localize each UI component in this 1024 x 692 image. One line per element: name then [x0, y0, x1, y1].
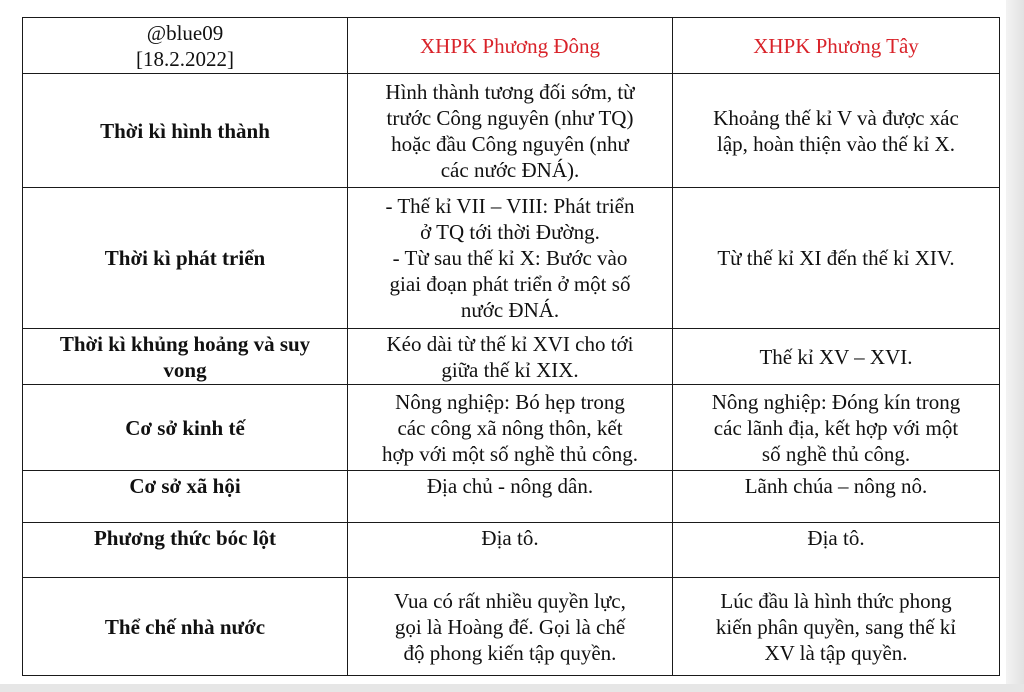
cell-west — [673, 74, 1000, 188]
cell-west — [673, 329, 1000, 385]
cell-line: Từ thế kỉ XI đến thế kỉ XIV. — [717, 246, 955, 270]
row-label-line: Thời kì khủng hoảng và suy — [59, 331, 311, 356]
column-header-east: XHPK Phương Đông — [348, 18, 673, 74]
cell-west — [673, 523, 1000, 578]
cell-west — [673, 578, 1000, 676]
cell-line: Thế kỉ XV – XVI. — [759, 344, 913, 369]
cell-line: Địa tô. — [807, 526, 865, 550]
cell-line: ở TQ tới thời Đường. — [420, 220, 600, 244]
cell-east — [348, 188, 673, 329]
cell-line: XV là tập quyền. — [764, 640, 908, 665]
cell-line: Lãnh chúa – nông nô. — [744, 474, 928, 498]
cell-east — [348, 329, 673, 385]
cell-line: Địa tô. — [481, 526, 539, 550]
row-label — [23, 329, 348, 385]
cell-line: Nông nghiệp: Đóng kín trong — [711, 389, 961, 414]
cell-line: - Từ sau thế kỉ X: Bước vào — [392, 246, 628, 270]
row-label: Thời kì hình thành — [23, 74, 348, 188]
cell-line: Kéo dài từ thế kỉ XVI cho tới — [386, 331, 634, 356]
row-label-line: vong — [163, 357, 207, 382]
cell-line: trước Công nguyên (như TQ) — [386, 105, 634, 130]
author-handle: @blue09 — [146, 20, 224, 45]
cell-line: hoặc đầu Công nguyên (như — [391, 131, 629, 156]
cell-line: số nghề thủ công. — [761, 441, 911, 466]
cell-line: Hình thành tương đối sớm, từ — [385, 79, 635, 104]
header-row — [23, 18, 1000, 74]
cell-line: nước ĐNÁ. — [460, 298, 560, 322]
table-row — [23, 471, 1000, 523]
cell-line: Khoảng thế kỉ V và được xác — [713, 105, 959, 130]
page-edge-bottom — [0, 684, 1024, 692]
cell-east — [348, 523, 673, 578]
cell-line: Lúc đầu là hình thức phong — [720, 588, 952, 613]
column-header-west: XHPK Phương Tây — [673, 18, 1000, 74]
cell-line: Vua có rất nhiều quyền lực, — [394, 588, 626, 613]
credit-cell — [23, 18, 348, 74]
cell-line: lập, hoàn thiện vào thế kỉ X. — [717, 131, 955, 156]
table-row — [23, 385, 1000, 471]
cell-line: gọi là Hoàng đế. Gọi là chế — [394, 614, 626, 639]
cell-line: - Thế kỉ VII – VIII: Phát triển — [385, 194, 635, 218]
cell-line: các lãnh địa, kết hợp với một — [713, 415, 959, 440]
cell-line: Nông nghiệp: Bó hẹp trong — [395, 389, 625, 414]
row-label: Thể chế nhà nước — [23, 578, 348, 676]
table-row — [23, 188, 1000, 329]
cell-west — [673, 385, 1000, 471]
row-label: Cơ sở kinh tế — [23, 385, 348, 471]
row-label: Phương thức bóc lột — [23, 523, 348, 578]
cell-line: các nước ĐNÁ). — [440, 157, 580, 182]
table-row — [23, 578, 1000, 676]
cell-east — [348, 578, 673, 676]
table-row — [23, 523, 1000, 578]
cell-line: Địa chủ - nông dân. — [426, 474, 594, 498]
page-edge-right — [1006, 0, 1024, 692]
cell-west — [673, 471, 1000, 523]
cell-line: độ phong kiến tập quyền. — [403, 640, 617, 665]
row-label: Cơ sở xã hội — [23, 471, 348, 523]
cell-line: giữa thế kỉ XIX. — [441, 357, 579, 382]
cell-east — [348, 471, 673, 523]
table-row — [23, 74, 1000, 188]
cell-line: các công xã nông thôn, kết — [397, 415, 623, 440]
comparison-table — [22, 17, 1000, 676]
cell-line: hợp với một số nghề thủ công. — [381, 441, 639, 466]
cell-line: giai đoạn phát triển ở một số — [389, 272, 631, 296]
cell-line: kiến phân quyền, sang thế kỉ — [715, 614, 957, 639]
cell-east — [348, 385, 673, 471]
row-label: Thời kì phát triển — [23, 188, 348, 329]
table-row — [23, 329, 1000, 385]
cell-east — [348, 74, 673, 188]
publish-date: [18.2.2022] — [136, 46, 234, 71]
cell-west — [673, 188, 1000, 329]
